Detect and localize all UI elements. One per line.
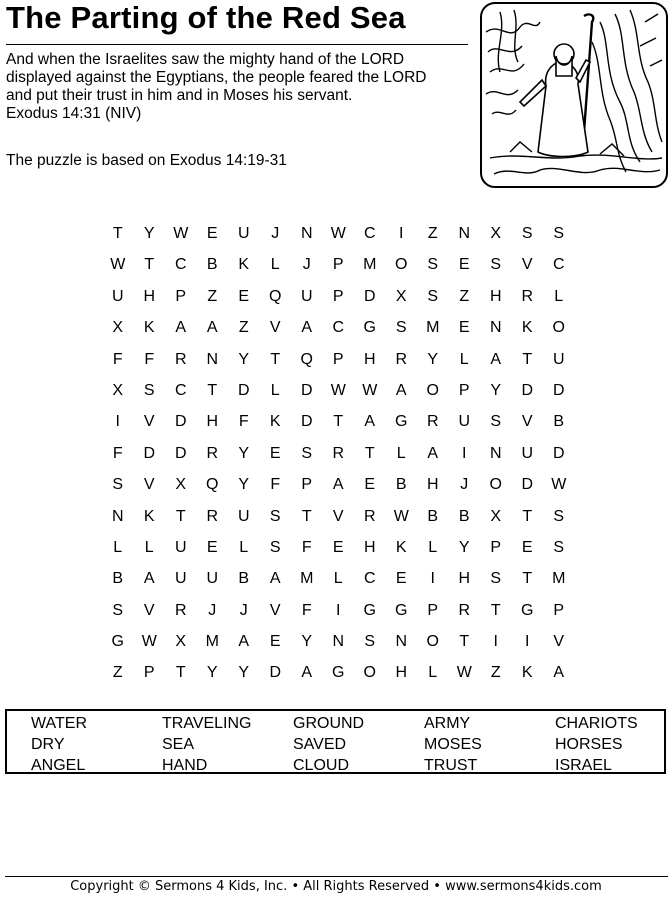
grid-letter: T bbox=[270, 350, 281, 368]
grid-letter: T bbox=[522, 350, 533, 368]
grid-letter: S bbox=[490, 570, 502, 588]
grid-letter: W bbox=[141, 633, 157, 651]
grid-letter: Y bbox=[238, 664, 250, 682]
grid-letter: E bbox=[364, 476, 376, 494]
grid-letter: U bbox=[111, 287, 124, 305]
grid-letter: I bbox=[430, 570, 435, 588]
grid-letter: C bbox=[363, 225, 376, 242]
grid-letter: D bbox=[174, 413, 187, 431]
grid-letter: J bbox=[460, 476, 469, 494]
grid-letter: F bbox=[238, 413, 249, 431]
grid-letter: K bbox=[521, 319, 533, 337]
grid-letter: W bbox=[330, 225, 346, 242]
grid-letter: K bbox=[395, 538, 407, 556]
grid-letter: W bbox=[456, 664, 472, 682]
grid-letter: N bbox=[300, 225, 313, 242]
grid-letter: X bbox=[112, 381, 124, 399]
grid-letter: A bbox=[269, 570, 281, 588]
grid-letter: A bbox=[301, 319, 313, 337]
grid-letter: J bbox=[302, 256, 311, 274]
grid-letter: O bbox=[426, 633, 439, 651]
grid-letter: T bbox=[522, 507, 533, 525]
grid-letter: S bbox=[269, 507, 281, 525]
grid-letter: R bbox=[174, 601, 187, 619]
grid-letter: T bbox=[333, 413, 344, 431]
grid-letter: P bbox=[332, 256, 344, 274]
verse-reference: Exodus 14:31 (NIV) bbox=[6, 105, 142, 122]
grid-letter: R bbox=[206, 507, 219, 525]
grid-letter: Z bbox=[459, 287, 470, 305]
grid-letter: D bbox=[269, 664, 282, 682]
grid-letter: G bbox=[395, 601, 408, 619]
grid-letter: K bbox=[521, 664, 533, 682]
grid-letter: L bbox=[144, 538, 154, 556]
grid-letter: Y bbox=[458, 538, 470, 556]
grid-letter: U bbox=[458, 413, 471, 431]
grid-letter: F bbox=[112, 350, 123, 368]
grid-letter: B bbox=[458, 507, 470, 525]
grid-letter: N bbox=[489, 319, 502, 337]
grid-letter: I bbox=[115, 413, 120, 431]
grid-letter: S bbox=[269, 538, 281, 556]
grid-letter: T bbox=[175, 664, 186, 682]
grid-letter: S bbox=[553, 507, 565, 525]
grid-letter: C bbox=[174, 381, 187, 399]
grid-letter: I bbox=[525, 633, 530, 651]
grid-letter: N bbox=[458, 225, 471, 242]
grid-letter: A bbox=[143, 570, 155, 588]
grid-letter: F bbox=[112, 444, 123, 462]
grid-letter: H bbox=[395, 664, 408, 682]
grid-letter: E bbox=[269, 444, 281, 462]
grid-letter: G bbox=[332, 664, 345, 682]
word-list-column bbox=[555, 713, 638, 776]
grid-letter: E bbox=[521, 538, 533, 556]
grid-letter: F bbox=[301, 538, 312, 556]
grid-letter: V bbox=[143, 601, 155, 619]
grid-letter: O bbox=[552, 319, 565, 337]
grid-letter: C bbox=[552, 256, 565, 274]
word-list-item: SAVED bbox=[293, 736, 347, 753]
grid-letter: A bbox=[490, 350, 502, 368]
title-divider bbox=[6, 44, 468, 45]
grid-letter: D bbox=[237, 381, 250, 399]
grid-letter: S bbox=[553, 225, 565, 242]
word-list-item: MOSES bbox=[424, 736, 482, 753]
grid-letter: W bbox=[330, 381, 346, 399]
grid-letter: Y bbox=[238, 350, 250, 368]
grid-letter: V bbox=[269, 319, 281, 337]
grid-letter: A bbox=[427, 444, 439, 462]
grid-letter: S bbox=[553, 538, 565, 556]
grid-letter: B bbox=[206, 256, 218, 274]
grid-letter: V bbox=[143, 476, 155, 494]
word-list-column bbox=[293, 713, 364, 776]
grid-letter: G bbox=[521, 601, 534, 619]
grid-letter: R bbox=[426, 413, 439, 431]
grid-letter: R bbox=[521, 287, 534, 305]
grid-letter: E bbox=[332, 538, 344, 556]
grid-letter: K bbox=[143, 507, 155, 525]
grid-letter: E bbox=[458, 256, 470, 274]
grid-letter: E bbox=[238, 287, 250, 305]
grid-letter: Z bbox=[427, 225, 438, 242]
grid-letter: A bbox=[553, 664, 565, 682]
grid-letter: H bbox=[143, 287, 156, 305]
grid-letter: B bbox=[112, 570, 124, 588]
grid-letter: U bbox=[174, 570, 187, 588]
grid-letter: S bbox=[521, 225, 533, 242]
grid-letter: Y bbox=[301, 633, 313, 651]
grid-letter: H bbox=[363, 350, 376, 368]
grid-letter: N bbox=[489, 444, 502, 462]
grid-letter: N bbox=[111, 507, 124, 525]
grid-letter: F bbox=[270, 476, 281, 494]
word-list-item: GROUND bbox=[293, 715, 365, 732]
word-list-item: WATER bbox=[31, 715, 87, 732]
grid-letter: U bbox=[521, 444, 534, 462]
grid-letter: U bbox=[174, 538, 187, 556]
grid-letter: D bbox=[143, 444, 156, 462]
grid-letter: L bbox=[333, 570, 343, 588]
grid-letter: V bbox=[143, 413, 155, 431]
grid-letter: L bbox=[113, 538, 123, 556]
grid-letter: N bbox=[395, 633, 408, 651]
grid-letter: M bbox=[552, 570, 566, 588]
grid-letter: P bbox=[332, 287, 344, 305]
grid-letter: M bbox=[363, 256, 377, 274]
grid-letter: T bbox=[490, 601, 501, 619]
grid-letter: D bbox=[174, 444, 187, 462]
puzzle-source-note: The puzzle is based on Exodus 14:19-31 bbox=[6, 152, 287, 169]
word-list-item: ANGEL bbox=[31, 757, 86, 774]
grid-letter: S bbox=[143, 381, 155, 399]
verse-line: and put their trust in him and in Moses his servant. bbox=[6, 87, 353, 104]
word-list-item: TRUST bbox=[424, 757, 478, 774]
grid-letter: Z bbox=[238, 319, 249, 337]
moses-parting-sea-illustration bbox=[480, 2, 668, 188]
grid-letter: D bbox=[552, 444, 565, 462]
grid-letter: X bbox=[175, 476, 187, 494]
grid-letter: N bbox=[206, 350, 219, 368]
grid-letter: Q bbox=[206, 476, 219, 494]
grid-letter: Z bbox=[207, 287, 218, 305]
grid-letter: U bbox=[206, 570, 219, 588]
grid-letter: D bbox=[300, 381, 313, 399]
grid-letter: H bbox=[458, 570, 471, 588]
word-search-grid bbox=[102, 218, 575, 689]
grid-letter: E bbox=[206, 225, 218, 242]
grid-letter: O bbox=[363, 664, 376, 682]
footer-divider bbox=[5, 876, 668, 877]
grid-letter: F bbox=[301, 601, 312, 619]
grid-letter: T bbox=[144, 256, 155, 274]
grid-letter: I bbox=[399, 225, 404, 242]
grid-letter: G bbox=[363, 319, 376, 337]
grid-letter: L bbox=[554, 287, 564, 305]
grid-letter: I bbox=[462, 444, 467, 462]
grid-letter: B bbox=[553, 413, 565, 431]
grid-letter: A bbox=[206, 319, 218, 337]
grid-letter: V bbox=[269, 601, 281, 619]
grid-letter: T bbox=[364, 444, 375, 462]
grid-letter: J bbox=[239, 601, 248, 619]
grid-letter: R bbox=[174, 350, 187, 368]
grid-letter: T bbox=[301, 507, 312, 525]
grid-letter: E bbox=[395, 570, 407, 588]
grid-letter: F bbox=[144, 350, 155, 368]
grid-letter: D bbox=[552, 381, 565, 399]
grid-letter: S bbox=[395, 319, 407, 337]
grid-letter: P bbox=[427, 601, 439, 619]
grid-letter: Y bbox=[490, 381, 502, 399]
word-list-item: HORSES bbox=[555, 736, 623, 753]
grid-letter: H bbox=[363, 538, 376, 556]
grid-letter: U bbox=[237, 225, 250, 242]
grid-letter: K bbox=[143, 319, 155, 337]
grid-letter: B bbox=[427, 507, 439, 525]
grid-letter: V bbox=[332, 507, 344, 525]
grid-letter: R bbox=[363, 507, 376, 525]
grid-letter: B bbox=[238, 570, 250, 588]
grid-letter: T bbox=[112, 225, 123, 242]
grid-letter: D bbox=[521, 381, 534, 399]
grid-letter: T bbox=[522, 570, 533, 588]
grid-letter: Y bbox=[143, 225, 155, 242]
grid-letter: S bbox=[112, 601, 124, 619]
word-list-column bbox=[31, 713, 87, 776]
grid-letter: H bbox=[426, 476, 439, 494]
grid-letter: E bbox=[206, 538, 218, 556]
grid-letter: O bbox=[426, 381, 439, 399]
grid-letter: G bbox=[363, 601, 376, 619]
grid-letter: Q bbox=[300, 350, 313, 368]
grid-letter: A bbox=[364, 413, 376, 431]
grid-letter: P bbox=[143, 664, 155, 682]
grid-letter: M bbox=[205, 633, 219, 651]
grid-letter: V bbox=[521, 413, 533, 431]
grid-letter: W bbox=[173, 225, 189, 242]
grid-letter: P bbox=[490, 538, 502, 556]
grid-letter: H bbox=[206, 413, 219, 431]
grid-letter: W bbox=[551, 476, 567, 494]
grid-letter: T bbox=[459, 633, 470, 651]
page-title: The Parting of the Red Sea bbox=[6, 0, 406, 35]
word-list-item: TRAVELING bbox=[162, 715, 252, 732]
grid-letter: G bbox=[111, 633, 124, 651]
grid-letter: K bbox=[238, 256, 250, 274]
word-list-column bbox=[162, 713, 252, 776]
grid-letter: D bbox=[363, 287, 376, 305]
grid-letter: X bbox=[112, 319, 124, 337]
grid-letter: X bbox=[490, 507, 502, 525]
grid-letter: S bbox=[427, 256, 439, 274]
grid-letter: A bbox=[175, 319, 187, 337]
grid-letter: W bbox=[362, 381, 378, 399]
grid-letter: Q bbox=[269, 287, 282, 305]
grid-letter: H bbox=[489, 287, 502, 305]
grid-letter: X bbox=[175, 633, 187, 651]
grid-letter: Z bbox=[490, 664, 501, 682]
grid-letter: C bbox=[363, 570, 376, 588]
grid-letter: Y bbox=[238, 476, 250, 494]
grid-letter: N bbox=[332, 633, 345, 651]
grid-letter: E bbox=[458, 319, 470, 337]
grid-letter: O bbox=[395, 256, 408, 274]
grid-letter: L bbox=[396, 444, 406, 462]
grid-letter: A bbox=[395, 381, 407, 399]
grid-letter: L bbox=[239, 538, 249, 556]
grid-letter: I bbox=[336, 601, 341, 619]
grid-letter: U bbox=[300, 287, 313, 305]
grid-letter: E bbox=[269, 633, 281, 651]
grid-letter: W bbox=[393, 507, 409, 525]
grid-letter: W bbox=[110, 256, 126, 274]
grid-letter: C bbox=[332, 319, 345, 337]
word-list-item: CHARIOTS bbox=[555, 715, 638, 732]
grid-letter: U bbox=[237, 507, 250, 525]
word-list-item: SEA bbox=[162, 736, 195, 753]
grid-letter: L bbox=[459, 350, 469, 368]
grid-letter: R bbox=[395, 350, 408, 368]
grid-letter: X bbox=[490, 225, 502, 242]
grid-letter: P bbox=[458, 381, 470, 399]
grid-letter: T bbox=[207, 381, 218, 399]
grid-letter: S bbox=[427, 287, 439, 305]
word-list-item: DRY bbox=[31, 736, 65, 753]
grid-letter: R bbox=[206, 444, 219, 462]
grid-letter: L bbox=[428, 664, 438, 682]
grid-letter: O bbox=[489, 476, 502, 494]
grid-letter: D bbox=[300, 413, 313, 431]
copyright-footer: Copyright © Sermons 4 Kids, Inc. • All Rights Reserved • www.sermons4kids.com bbox=[70, 879, 602, 894]
grid-letter: A bbox=[332, 476, 344, 494]
grid-letter: M bbox=[300, 570, 314, 588]
grid-letter: A bbox=[301, 664, 313, 682]
grid-letter: Z bbox=[112, 664, 123, 682]
grid-letter: J bbox=[208, 601, 217, 619]
grid-letter: R bbox=[458, 601, 471, 619]
grid-letter: P bbox=[175, 287, 187, 305]
grid-letter: X bbox=[395, 287, 407, 305]
grid-letter: S bbox=[364, 633, 376, 651]
grid-letter: Y bbox=[238, 444, 250, 462]
grid-letter: A bbox=[238, 633, 250, 651]
grid-letter: U bbox=[552, 350, 565, 368]
grid-letter: P bbox=[332, 350, 344, 368]
grid-letter: L bbox=[270, 256, 280, 274]
grid-letter: V bbox=[521, 256, 533, 274]
grid-letter: S bbox=[490, 256, 502, 274]
grid-letter: R bbox=[332, 444, 345, 462]
grid-letter: T bbox=[175, 507, 186, 525]
grid-letter: S bbox=[112, 476, 124, 494]
grid-letter: P bbox=[301, 476, 313, 494]
grid-letter: B bbox=[395, 476, 407, 494]
grid-letter: D bbox=[521, 476, 534, 494]
grid-letter: S bbox=[301, 444, 313, 462]
scripture-verse bbox=[6, 51, 476, 123]
grid-letter: Y bbox=[206, 664, 218, 682]
grid-letter: K bbox=[269, 413, 281, 431]
word-list-item: ISRAEL bbox=[555, 757, 612, 774]
grid-letter: V bbox=[553, 633, 565, 651]
grid-letter: G bbox=[395, 413, 408, 431]
verse-line: displayed against the Egyptians, the people feared the LORD bbox=[6, 69, 427, 86]
grid-letter: S bbox=[490, 413, 502, 431]
grid-letter: L bbox=[270, 381, 280, 399]
word-list-item: ARMY bbox=[424, 715, 471, 732]
grid-letter: L bbox=[428, 538, 438, 556]
grid-letter: I bbox=[493, 633, 498, 651]
verse-line: And when the Israelites saw the mighty hand of the LORD bbox=[6, 51, 405, 68]
grid-letter: M bbox=[426, 319, 440, 337]
grid-letter: J bbox=[271, 225, 280, 242]
word-list-item: CLOUD bbox=[293, 757, 350, 774]
word-list-item: HAND bbox=[162, 757, 208, 774]
word-list-column bbox=[424, 713, 482, 776]
grid-letter: P bbox=[553, 601, 565, 619]
word-list-box bbox=[5, 709, 666, 774]
grid-letter: C bbox=[174, 256, 187, 274]
grid-letter: Y bbox=[427, 350, 439, 368]
